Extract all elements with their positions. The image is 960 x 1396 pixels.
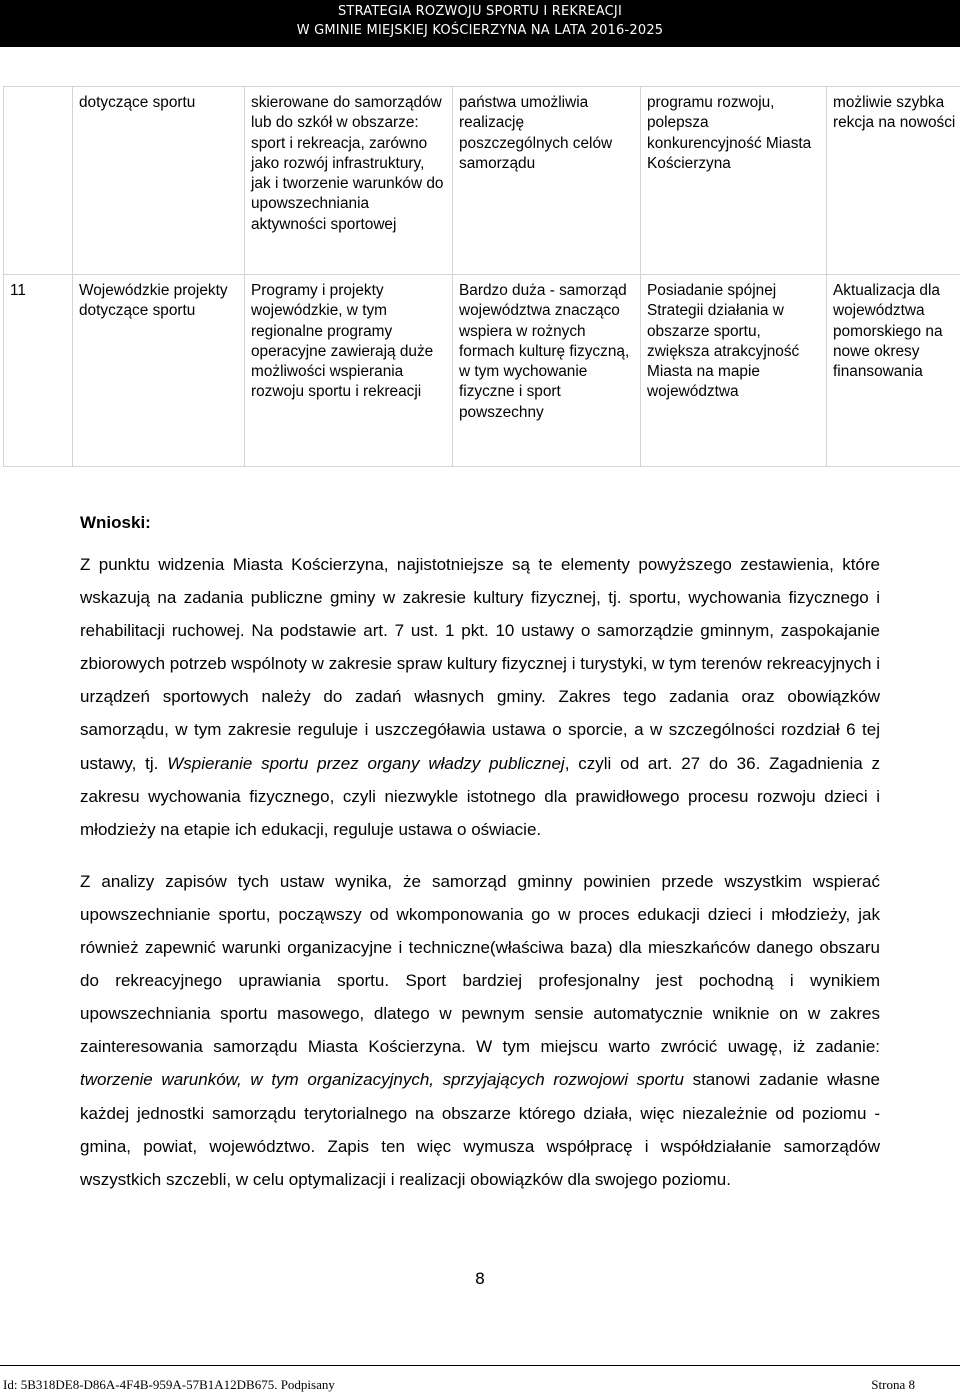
cell-importance: Bardzo duża - samorząd województwa znacząco wspiera w rożnych formach kulturę fizyczną, w tym wychowanie fizyczne i sport powszechny — [453, 275, 641, 467]
cell-impact: Posiadanie spójnej Strategii działania w obszarze sportu, zwiększa atrakcyjność Miasta na mapie województwa — [641, 275, 827, 467]
cell-impact: programu rozwoju, polepsza konkurencyjność Miasta Kościerzyna — [641, 87, 827, 275]
strategy-table — [3, 86, 960, 467]
cell-number: 11 — [4, 275, 73, 467]
cell-number — [4, 87, 73, 275]
document-header-banner — [0, 0, 960, 47]
conclusions-paragraph-2 — [80, 865, 880, 1196]
cell-title: Wojewódzkie projekty dotyczące sportu — [73, 275, 245, 467]
paragraph-text: , czyli od art. 27 do 36. Zagadnienia z zakresu wychowania fizycznego, czyli niezwykle istotnego dla prawidłowego procesu rozwoju dzieci i młodzieży na etapie ich edukacji, reguluje ustawa o oświacie. — [80, 753, 881, 839]
paragraph-text: stanowi zadanie własne każdej jednostki samorządu terytorialnego na obszarze którego działa, więc niezależnie od poziomu - gmina, powiat, województwo. Zapis ten więc wymusza współpracę i współdziałanie samorządów wszystkich szczebli, w celu optymalizacji i realizacji obowiązków dla swojego poziomu. — [80, 1070, 880, 1189]
paragraph-italic-text: Wspieranie sportu przez organy władzy publicznej — [167, 753, 565, 773]
header-line-2: W GMINIE MIEJSKIEJ KOŚCIERZYNA NA LATA 2016-2025 — [296, 23, 664, 38]
cell-description: Programy i projekty wojewódzkie, w tym regionalne programy operacyjne zawierają duże możliwości wspierania rozwoju sportu i rekreacji — [245, 275, 453, 467]
paragraph-text: Z punktu widzenia Miasta Kościerzyna, najistotniejsze są te elementy powyższego zestawienia, które wskazują na zadania publiczne gminy w zakresie kultury fizycznej, tj. sportu, wychowania fizycznego i rehabilitacji ruchowej. Na podstawie art. 7 ust. 1 pkt. 10 ustawy o samorządzie gminnym, zaspokajanie zbiorowych potrzeb wspólnoty w zakresie spraw kultury fizycznej i turystyki, w tym terenów rekreacyjnych i urządzeń sportowych należy do zadań własnych gminy. Zakres tego zadania oraz obowiązków samorządu, w tym zakresie reguluje i uszczegóławia ustawa o sporcie, a w szczególności rozdział 6 tej ustawy, tj. — [80, 555, 880, 773]
page-number: 8 — [474, 1269, 486, 1288]
footer-divider — [0, 1365, 960, 1366]
cell-risk: Aktualizacja dla województwa pomorskiego na nowe okresy finansowania — [827, 275, 960, 467]
cell-importance: państwa umożliwia realizację poszczególnych celów samorządu — [453, 87, 641, 275]
paragraph-text: Z analizy zapisów tych ustaw wynika, że samorząd gminny powinien przede wszystkim wspierać upowszechnianie sportu, począwszy od wkomponowania go w proces edukacji dzieci i młodzieży, jak również zapewnić warunki organizacyjne i techniczne(właściwa baza) dla mieszkańców danego obszaru do rekreacyjnego uprawiania sportu. Sport bardziej profesjonalny jest pochodną i wynikiem upowszechniania sportu masowego, dlatego w pewnym sensie automatycznie wniknie on w zakres zainteresowania samorządu Miasta Kościerzyna. W tym miejscu warto zwrócić uwagę, iż zadanie: — [80, 871, 880, 1057]
conclusions-heading: Wnioski: — [80, 513, 151, 532]
document-footer — [3, 1377, 915, 1393]
conclusions-paragraph-1 — [80, 548, 880, 846]
footer-page-label: Strona 8 — [871, 1377, 915, 1392]
paragraph-italic-text: tworzenie warunków, w tym organizacyjnych, sprzyjających rozwojowi sportu — [80, 1070, 684, 1090]
header-line-1: STRATEGIA ROZWOJU SPORTU I REKREACJI — [337, 4, 622, 19]
table-row — [4, 275, 960, 467]
footer-document-id: Id: 5B318DE8-D86A-4F4B-959A-57B1A12DB675. Podpisany — [3, 1377, 335, 1392]
cell-title: dotyczące sportu — [73, 87, 245, 275]
conclusions-body — [80, 548, 880, 1196]
table-row — [4, 87, 960, 275]
cell-risk: możliwie szybka rekcja na nowości — [827, 87, 960, 275]
cell-description: skierowane do samorządów lub do szkół w obszarze: sport i rekreacja, zarówno jako rozwój infrastruktury, jak i tworzenie warunków do upowszechniania aktywności sportowej — [245, 87, 453, 275]
